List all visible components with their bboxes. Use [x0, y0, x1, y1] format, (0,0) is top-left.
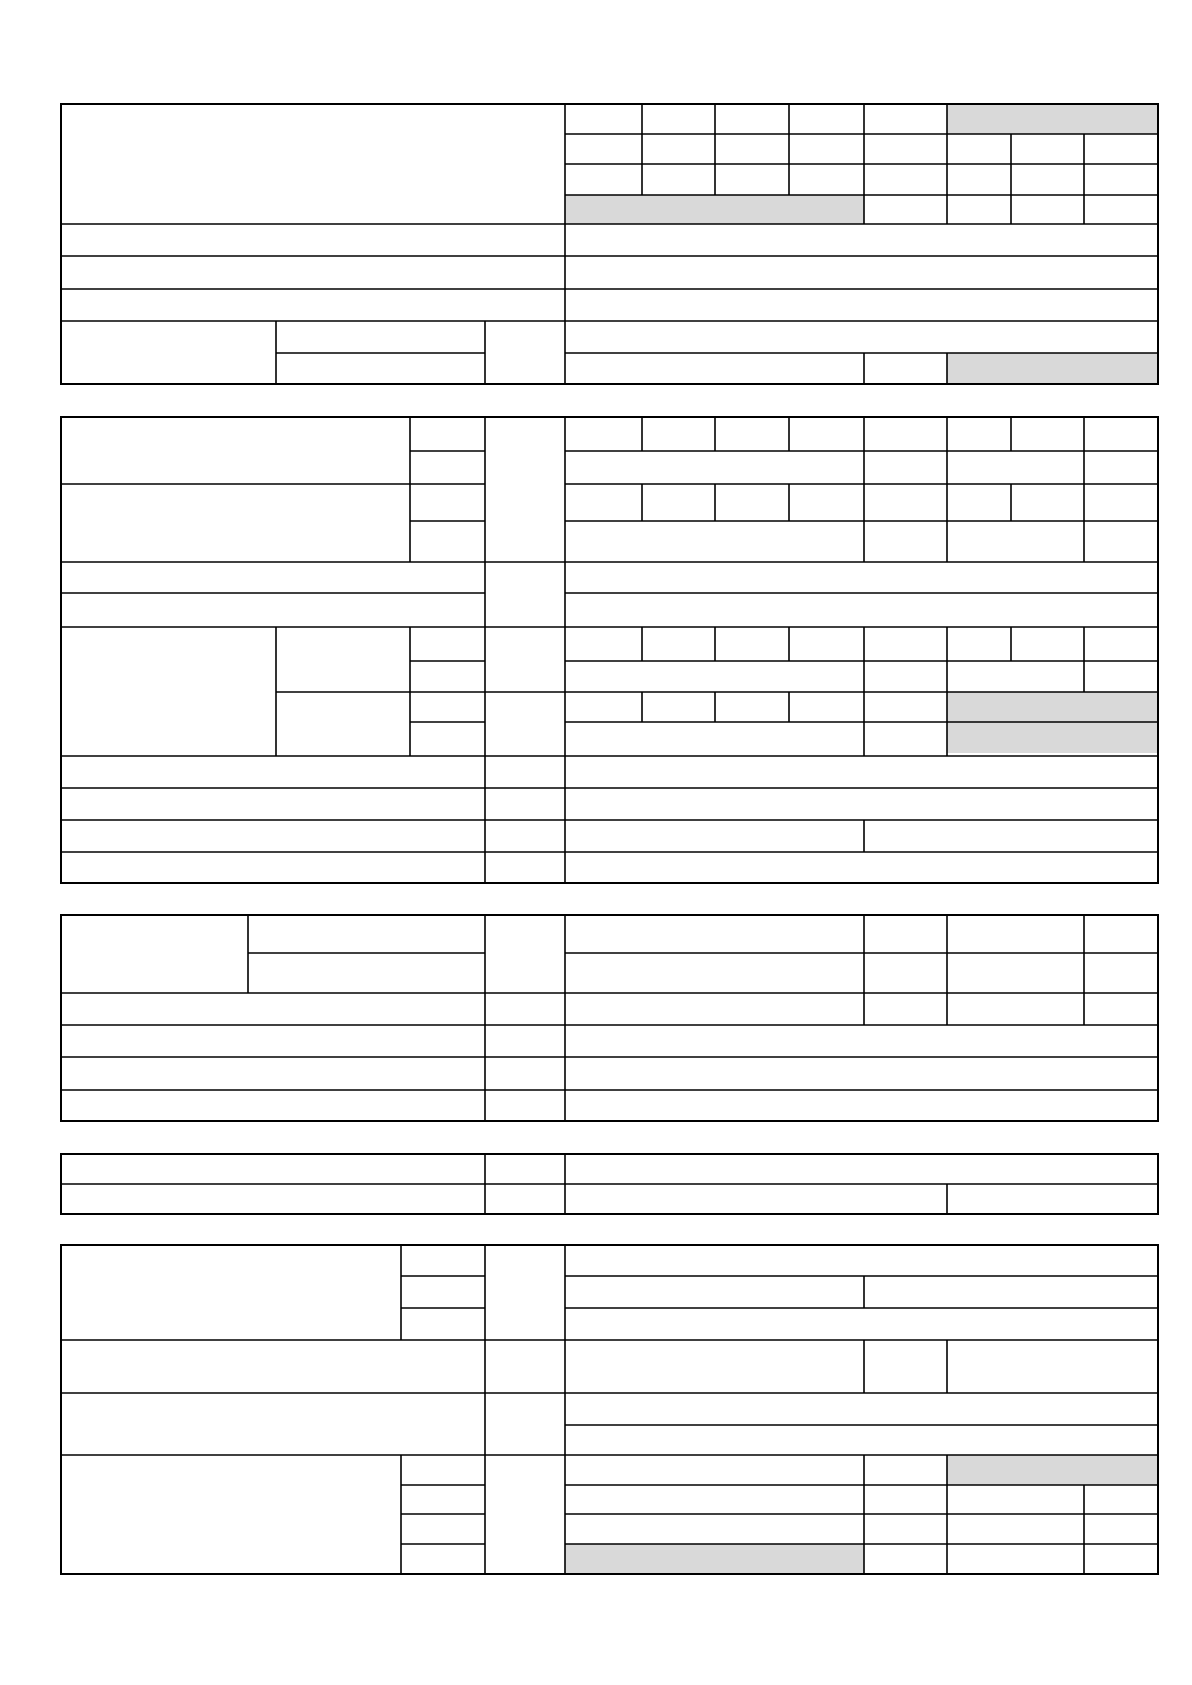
section-5-table [61, 1245, 1158, 1574]
section-2-table [61, 417, 1158, 883]
section-2-border [61, 417, 1158, 883]
section-5-border [61, 1245, 1158, 1574]
s1-shade-row4-left [565, 195, 864, 224]
s2-shade-row-a [947, 692, 1158, 722]
section-1-border [61, 104, 1158, 384]
s5-shade-first-right [947, 1455, 1158, 1485]
s1-shade-last-right [947, 353, 1158, 384]
section-4-table [61, 1154, 1158, 1214]
shaded-cells [565, 104, 1158, 1574]
s1-shade-header-right [947, 104, 1158, 134]
s5-shade-last-left [565, 1544, 864, 1574]
section-3-table [61, 915, 1158, 1121]
section-1-table [61, 104, 1158, 384]
s2-shade-row-b [947, 722, 1158, 753]
